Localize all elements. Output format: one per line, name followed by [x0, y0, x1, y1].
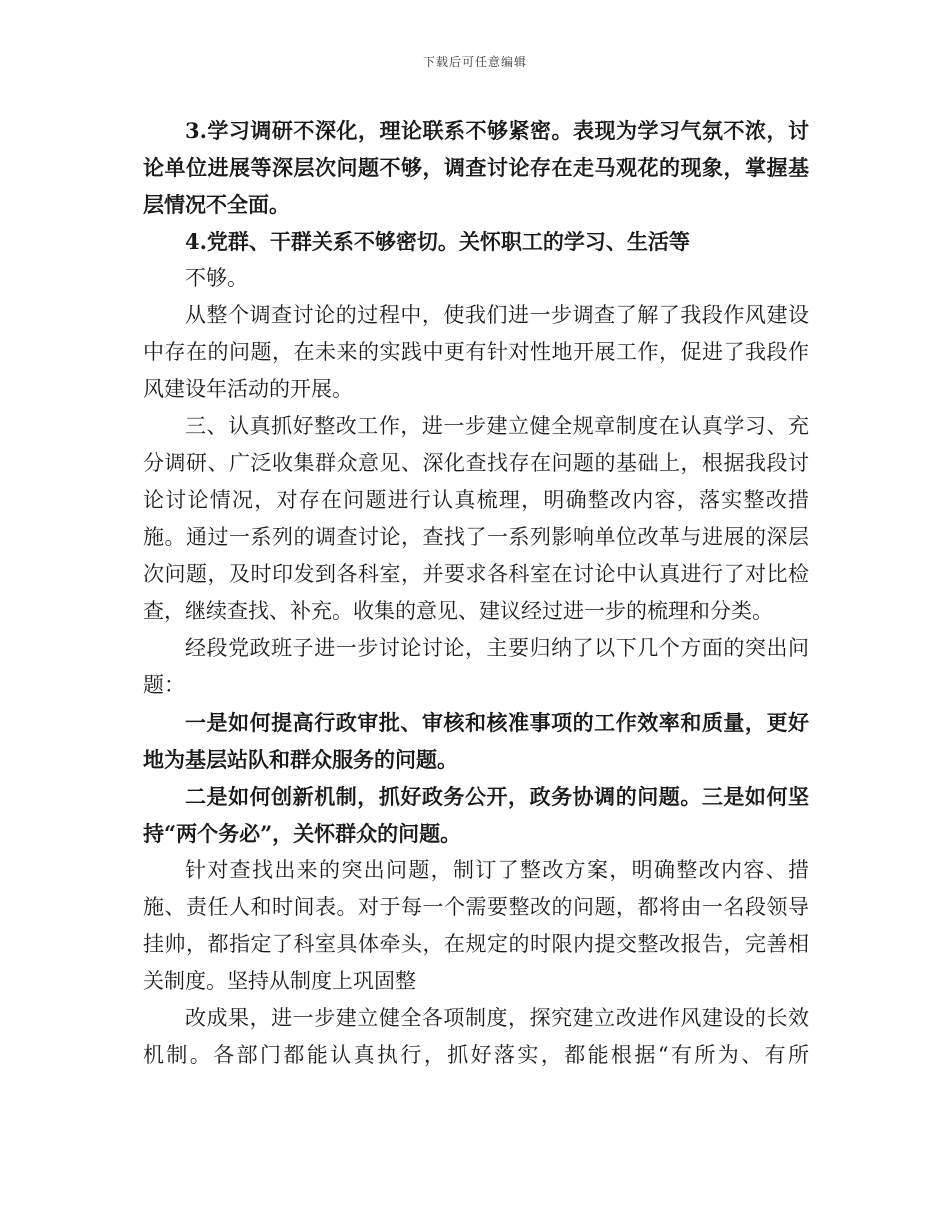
document-body [143, 112, 809, 1074]
paragraph-7: 一是如何提高行政审批、审核和核准事项的工作效率和质量，更好地为基层站队和群众服务的问题。 [143, 710, 809, 772]
paragraph-6: 经段党政班子进一步讨论讨论，主要归纳了以下几个方面的突出问题： [143, 636, 809, 697]
paragraph-5: 三、认真抓好整改工作，进一步建立健全规章制度在认真学习、充分调研、广泛收集群众意见、深化查找存在问题的基础上，根据我段讨论讨论情况，对存在问题进行认真梳理，明确整改内容，落实整改措施。通过一系列的调查讨论，查找了一系列影响单位改革与进展的深层次问题，及时印发到各科室，并要求各科室在讨论中认真进行了对比检查，继续查找、补充。收集的意见、建议经过进一步的梳理和分类。 [143, 414, 809, 623]
paragraph-10: 改成果，进一步建立健全各项制度，探究建立改进作风建设的长效机制。各部门都能认真执行，抓好落实，都能根据“有所为、有所 [143, 1006, 809, 1067]
page-header: 下载后可任意编辑 [422, 55, 527, 69]
paragraph-9: 针对查找出来的突出问题，制订了整改方案，明确整改内容、措施、责任人和时间表。对于每一个需要整改的问题，都将由一名段领导挂帅，都指定了科室具体牵头，在规定的时限内提交整改报告，完善相关制度。坚持从制度上巩固整 [143, 858, 809, 993]
paragraph-3: 不够。 [185, 266, 248, 290]
paragraph-1: 3.学习调研不深化，理论联系不够紧密。表现为学习气氛不浓，讨论单位进展等深层次问题不够，调查讨论存在走马观花的现象，掌握基层情况不全面。 [143, 118, 809, 217]
paragraph-2: 4.党群、干群关系不够密切。关怀职工的学习、生活等 [185, 229, 690, 254]
paragraph-8: 二是如何创新机制，抓好政务公开，政务协调的问题。三是如何坚持“两个务必”，关怀群众的问题。 [143, 784, 809, 846]
paragraph-4: 从整个调查讨论的过程中，使我们进一步调查了解了我段作风建设中存在的问题，在未来的实践中更有针对性地开展工作，促进了我段作风建设年活动的开展。 [143, 303, 809, 401]
